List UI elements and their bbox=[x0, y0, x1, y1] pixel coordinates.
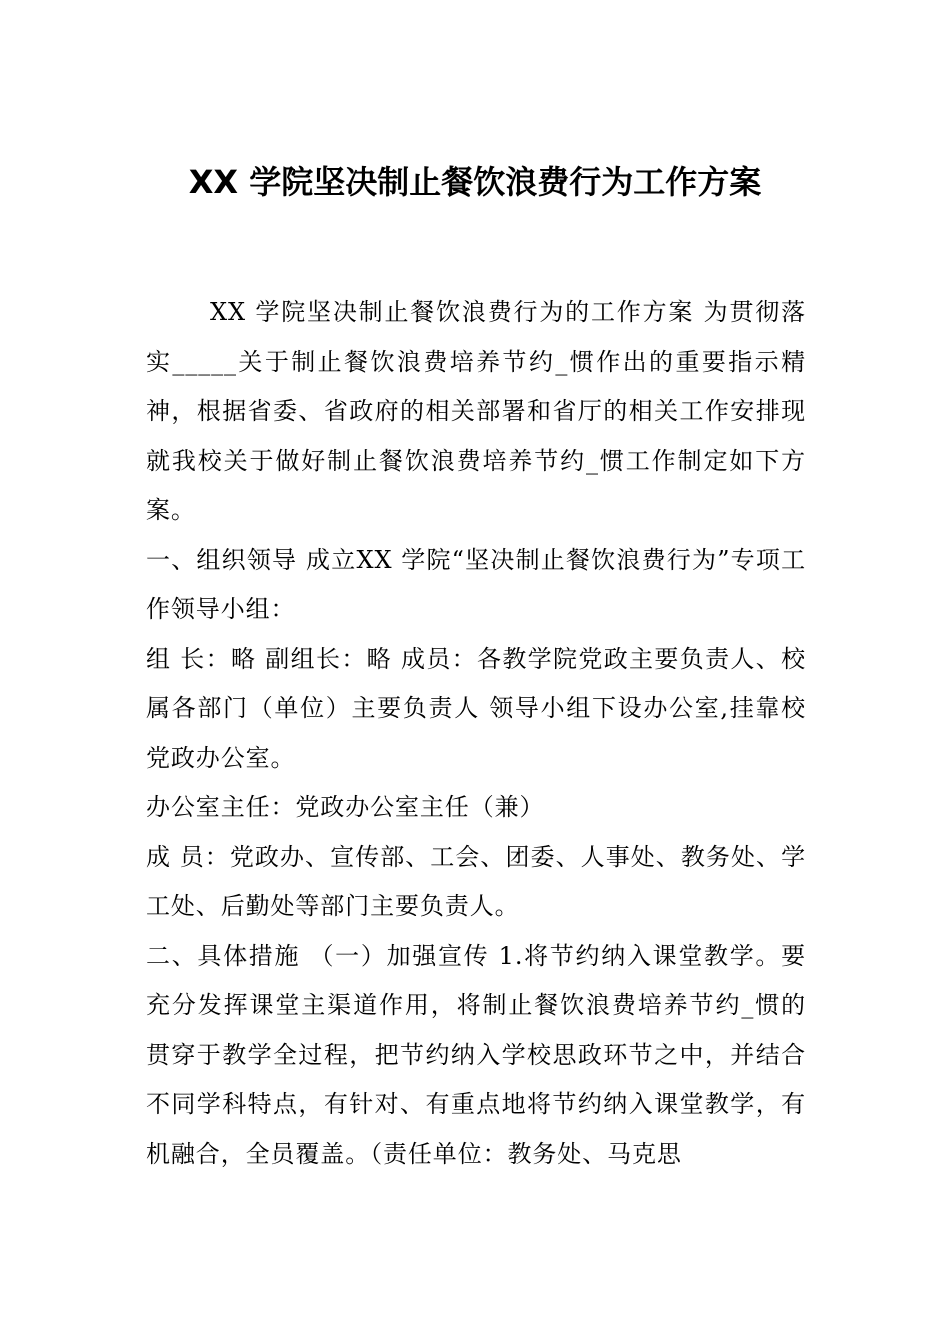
section-measures-paragraph: 二、具体措施 （一）加强宣传 1.将节约纳入课堂教学。要充分发挥课堂主渠道作用，将制止餐饮浪费培养节约_惯的贯穿于教学全过程，把节约纳入学校思政环节之中，并结合不同学科特点，有针对、有重点地将节约纳入课堂教学，有机融合，全员覆盖。（责任单位：教务处、马克思 bbox=[146, 941, 806, 1168]
leadership-members-paragraph: 组 长：略 副组长：略 成员：各教学院党政主要负责人、校属各部门（单位）主要负责人 领导小组下设办公室,挂靠校党政办公室。 bbox=[146, 644, 806, 772]
office-director-paragraph: 办公室主任：党政办公室主任（兼） bbox=[146, 793, 545, 821]
document-body bbox=[146, 288, 806, 1179]
intro-paragraph: XX 学院坚决制止餐饮浪费行为的工作方案 为贯彻落实_____关于制止餐饮浪费培养节约_惯作出的重要指示精神，根据省委、省政府的相关部署和省厅的相关工作安排现就我校关于做好制止餐饮浪费培养节约_惯工作制定如下方案。 bbox=[146, 298, 806, 524]
section-organization-paragraph: 一、组织领导 成立XX 学院“坚决制止餐饮浪费行为”专项工作领导小组： bbox=[146, 545, 806, 623]
office-members-paragraph: 成 员：党政办、宣传部、工会、团委、人事处、教务处、学工处、后勤处等部门主要负责人。 bbox=[146, 842, 806, 920]
document-title: XX 学院坚决制止餐饮浪费行为工作方案 bbox=[188, 163, 762, 201]
